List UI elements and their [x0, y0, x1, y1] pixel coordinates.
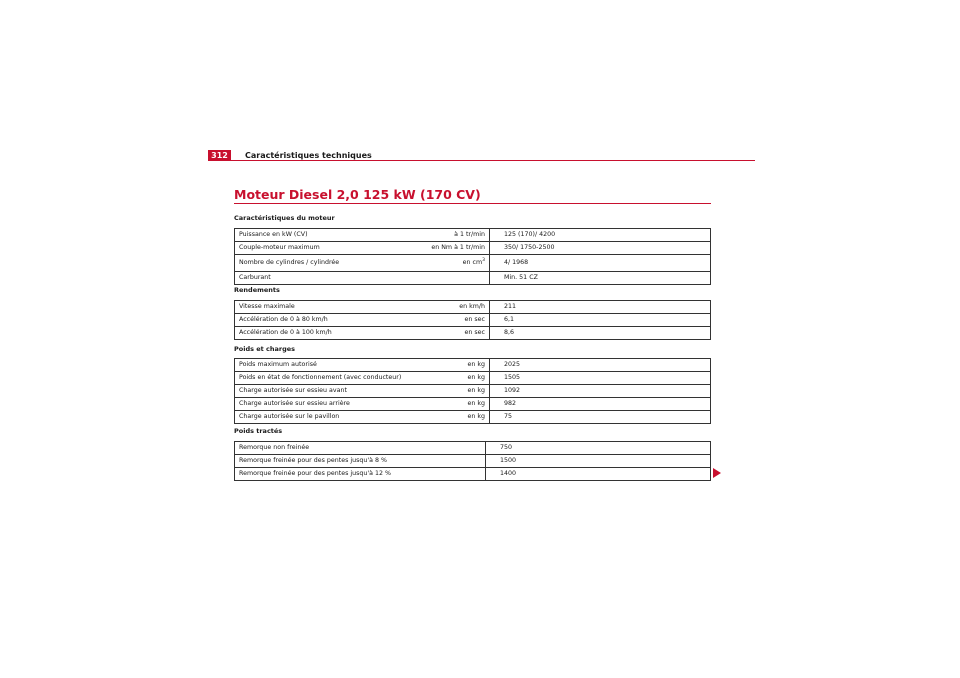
- row-label: Charge autorisée sur essieu avant: [235, 385, 412, 398]
- section-heading-towing: Poids tractés: [234, 427, 283, 435]
- arrow-right-icon[interactable]: [713, 468, 721, 478]
- row-label: Puissance en kW (CV): [235, 229, 412, 242]
- header-divider: [208, 160, 755, 161]
- performance-specs-table: [234, 300, 711, 340]
- table-row: [235, 372, 711, 385]
- table-row: [235, 229, 711, 242]
- row-value: 350/ 1750-2500: [490, 242, 711, 255]
- row-label: Poids maximum autorisé: [235, 359, 412, 372]
- table-row: [235, 385, 711, 398]
- row-label: Couple-moteur maximum: [235, 242, 412, 255]
- table-row: [235, 359, 711, 372]
- row-value: Min. 51 CZ: [490, 272, 711, 285]
- row-unit: en sec: [411, 314, 490, 327]
- row-value: 1505: [490, 372, 711, 385]
- table-row: [235, 301, 711, 314]
- table-row: [235, 468, 711, 481]
- section-heading-performance: Rendements: [234, 286, 280, 294]
- table-row: [235, 327, 711, 340]
- row-value: 750: [486, 442, 711, 455]
- row-label: Carburant: [235, 272, 412, 285]
- row-unit: en kg: [411, 359, 490, 372]
- row-unit: en kg: [411, 372, 490, 385]
- row-value: 8,6: [490, 327, 711, 340]
- engine-specs-table: [234, 228, 711, 285]
- row-value: 211: [490, 301, 711, 314]
- row-label: Accélération de 0 à 80 km/h: [235, 314, 412, 327]
- unit-text: en cm: [462, 259, 483, 266]
- title-divider: [234, 203, 711, 204]
- row-value: 75: [490, 411, 711, 424]
- row-value: 1500: [486, 455, 711, 468]
- section-heading-weights: Poids et charges: [234, 345, 296, 353]
- table-row: [235, 272, 711, 285]
- header-title: Caractéristiques techniques: [245, 151, 372, 160]
- row-label: Remorque freinée pour des pentes jusqu'à 8 %: [235, 455, 486, 468]
- row-unit: en Nm à 1 tr/min: [411, 242, 490, 255]
- row-label: Remorque freinée pour des pentes jusqu'à 12 %: [235, 468, 486, 481]
- row-label: Charge autorisée sur le pavillon: [235, 411, 412, 424]
- towing-specs-table: [234, 441, 711, 481]
- row-unit: [411, 272, 490, 285]
- page-title: Moteur Diesel 2,0 125 kW (170 CV): [234, 187, 481, 202]
- table-row: [235, 314, 711, 327]
- row-value: 1092: [490, 385, 711, 398]
- row-label: Accélération de 0 à 100 km/h: [235, 327, 412, 340]
- table-row: [235, 398, 711, 411]
- row-value: 1400: [486, 468, 711, 481]
- table-row: [235, 411, 711, 424]
- table-row: [235, 442, 711, 455]
- row-label: Vitesse maximale: [235, 301, 412, 314]
- table-row: [235, 242, 711, 255]
- row-unit: en kg: [411, 411, 490, 424]
- weights-specs-table: [234, 358, 711, 424]
- table-row: [235, 255, 711, 272]
- row-unit: en kg: [411, 398, 490, 411]
- table-row: [235, 455, 711, 468]
- row-unit: en kg: [411, 385, 490, 398]
- row-unit: à 1 tr/min: [411, 229, 490, 242]
- row-unit: [411, 255, 490, 272]
- page-number: 312: [208, 150, 231, 161]
- row-label: Remorque non freinée: [235, 442, 486, 455]
- row-value: 125 (170)/ 4200: [490, 229, 711, 242]
- row-label: Charge autorisée sur essieu arrière: [235, 398, 412, 411]
- row-value: 6,1: [490, 314, 711, 327]
- row-label: Nombre de cylindres / cylindrée: [235, 255, 412, 272]
- row-label: Poids en état de fonctionnement (avec conducteur): [235, 372, 412, 385]
- row-value: 2025: [490, 359, 711, 372]
- unit-superscript: 3: [482, 257, 485, 263]
- section-heading-engine: Caractéristiques du moteur: [234, 214, 335, 222]
- row-unit: en km/h: [411, 301, 490, 314]
- row-value: 4/ 1968: [490, 255, 711, 272]
- row-value: 982: [490, 398, 711, 411]
- row-unit: en sec: [411, 327, 490, 340]
